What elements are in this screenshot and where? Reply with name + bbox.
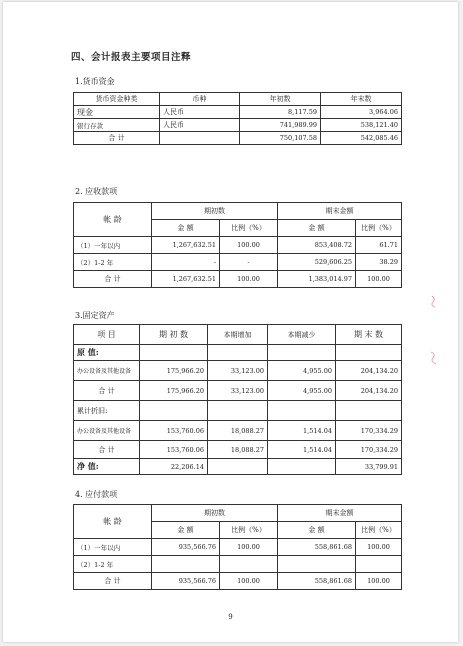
header-cell: 货币资金种类 bbox=[74, 93, 160, 106]
depreciation-label: 累计折旧: bbox=[74, 401, 140, 421]
table-row bbox=[74, 361, 402, 381]
cell: 22,206.14 bbox=[140, 459, 208, 475]
amount-header: 金 额 bbox=[278, 522, 356, 539]
cell: 100.00 bbox=[220, 271, 278, 288]
document-page bbox=[3, 2, 458, 642]
table-header-row bbox=[74, 203, 402, 220]
cell: 1,514.04 bbox=[268, 421, 336, 441]
cell: 204,134.20 bbox=[336, 381, 402, 401]
cell bbox=[152, 556, 220, 573]
header-cell: 年末数 bbox=[321, 93, 402, 106]
ratio-header: 比例（%） bbox=[220, 522, 278, 539]
header-cell: 期 末 数 bbox=[336, 325, 402, 345]
cell: 4,955.00 bbox=[268, 381, 336, 401]
cell: 办公设备及其他设备 bbox=[74, 361, 140, 381]
cell bbox=[140, 345, 208, 361]
cell: 542,085.46 bbox=[321, 132, 402, 145]
cell: 人民币 bbox=[160, 119, 240, 132]
total-label: 合 计 bbox=[74, 132, 160, 145]
table-header-row bbox=[74, 93, 402, 106]
total-label: 合 计 bbox=[74, 381, 140, 401]
header-cell: 币种 bbox=[160, 93, 240, 106]
payables-table bbox=[73, 504, 402, 590]
cell: 204,134.20 bbox=[336, 361, 402, 381]
end-header: 期末金额 bbox=[278, 505, 402, 522]
cell: 18,088.27 bbox=[208, 421, 268, 441]
cell: 153,760.06 bbox=[140, 421, 208, 441]
cell: 100.00 bbox=[356, 271, 402, 288]
total-label: 合 计 bbox=[74, 573, 152, 590]
cell: （2）1-2 年 bbox=[74, 556, 152, 573]
table-total-row bbox=[74, 132, 402, 145]
fixed-assets-table bbox=[73, 324, 402, 475]
cell: 529,606.25 bbox=[278, 254, 356, 271]
margin-mark-icon bbox=[427, 292, 441, 372]
fixed-assets-title: 3.固定资产 bbox=[75, 311, 115, 320]
cash-table bbox=[73, 92, 402, 145]
ratio-header: 比例（%） bbox=[356, 522, 402, 539]
table-row bbox=[74, 421, 402, 441]
net-value-label: 净 值: bbox=[74, 459, 140, 475]
cell: 1,267,632.51 bbox=[152, 237, 220, 254]
table-row bbox=[74, 539, 402, 556]
cell: 741,989.99 bbox=[240, 119, 321, 132]
cell: 175,966.20 bbox=[140, 381, 208, 401]
ratio-header: 比例（%） bbox=[356, 220, 402, 237]
cell: 100.00 bbox=[220, 573, 278, 590]
table-row bbox=[74, 254, 402, 271]
cell: 3,964.06 bbox=[321, 106, 402, 119]
table-total-row bbox=[74, 573, 402, 590]
cell: 100.00 bbox=[220, 237, 278, 254]
group-label-row bbox=[74, 401, 402, 421]
header-cell: 本期增加 bbox=[208, 325, 268, 345]
cell bbox=[268, 401, 336, 421]
cell: 33,123.00 bbox=[208, 381, 268, 401]
table-row bbox=[74, 237, 402, 254]
age-header: 帐 龄 bbox=[74, 505, 152, 539]
begin-header: 期初数 bbox=[152, 505, 278, 522]
cell bbox=[268, 345, 336, 361]
cell bbox=[208, 401, 268, 421]
end-header: 期末金额 bbox=[278, 203, 402, 220]
cell: 1,383,014.97 bbox=[278, 271, 356, 288]
header-cell: 年初数 bbox=[240, 93, 321, 106]
cell: 61.71 bbox=[356, 237, 402, 254]
age-header: 帐 龄 bbox=[74, 203, 152, 237]
cell: 18,088.27 bbox=[208, 441, 268, 459]
cell bbox=[278, 556, 356, 573]
cell: 银行存款 bbox=[74, 119, 160, 132]
table-total-row bbox=[74, 381, 402, 401]
total-label: 合 计 bbox=[74, 271, 152, 288]
cell: 33,123.00 bbox=[208, 361, 268, 381]
cell: （2）1-2 年 bbox=[74, 254, 152, 271]
cell: 170,334.29 bbox=[336, 421, 402, 441]
cell: 100.00 bbox=[220, 539, 278, 556]
cell: 33,799.91 bbox=[336, 459, 402, 475]
cell: 935,566.76 bbox=[152, 573, 220, 590]
table-total-row bbox=[74, 441, 402, 459]
receivables-title: 2. 应收款项 bbox=[75, 187, 118, 196]
receivables-table bbox=[73, 202, 402, 288]
payables-title: 4. 应付款项 bbox=[75, 490, 118, 499]
cell: - bbox=[220, 254, 278, 271]
table-row bbox=[74, 106, 402, 119]
cell: 办公设备及其他设备 bbox=[74, 421, 140, 441]
cell bbox=[208, 345, 268, 361]
page-number: 9 bbox=[228, 613, 233, 621]
amount-header: 金 额 bbox=[152, 522, 220, 539]
ratio-header: 比例（%） bbox=[220, 220, 278, 237]
cell bbox=[268, 459, 336, 475]
section-title: 四、会计报表主要项目注释 bbox=[71, 52, 192, 63]
original-value-label: 原 值: bbox=[74, 345, 140, 361]
table-row bbox=[74, 556, 402, 573]
cell bbox=[336, 345, 402, 361]
cell bbox=[140, 401, 208, 421]
group-label-row bbox=[74, 345, 402, 361]
table-header-row bbox=[74, 325, 402, 345]
cell bbox=[220, 556, 278, 573]
cell: 538,121.40 bbox=[321, 119, 402, 132]
net-value-row bbox=[74, 459, 402, 475]
cell: （1）一年以内 bbox=[74, 539, 152, 556]
cell: 935,566.76 bbox=[152, 539, 220, 556]
cell: 100.00 bbox=[356, 539, 402, 556]
cell: 175,966.20 bbox=[140, 361, 208, 381]
total-label: 合 计 bbox=[74, 441, 140, 459]
header-cell: 期 初 数 bbox=[140, 325, 208, 345]
cell: 853,408.72 bbox=[278, 237, 356, 254]
amount-header: 金 额 bbox=[278, 220, 356, 237]
cell: 153,760.06 bbox=[140, 441, 208, 459]
cell: 558,861.68 bbox=[278, 539, 356, 556]
cell: 8,117.59 bbox=[240, 106, 321, 119]
cell bbox=[160, 132, 240, 145]
cell: - bbox=[152, 254, 220, 271]
cell: 38.29 bbox=[356, 254, 402, 271]
cell: 人民币 bbox=[160, 106, 240, 119]
cash-title: 1.货币资金 bbox=[75, 77, 115, 86]
cell bbox=[336, 401, 402, 421]
table-row bbox=[74, 119, 402, 132]
cell: 4,955.00 bbox=[268, 361, 336, 381]
cell: 1,514.04 bbox=[268, 441, 336, 459]
header-cell: 项 目 bbox=[74, 325, 140, 345]
table-total-row bbox=[74, 271, 402, 288]
table-header-row bbox=[74, 505, 402, 522]
amount-header: 金 额 bbox=[152, 220, 220, 237]
cell: 558,861.68 bbox=[278, 573, 356, 590]
header-cell: 本期减少 bbox=[268, 325, 336, 345]
cell bbox=[208, 459, 268, 475]
cell: 1,267,632.51 bbox=[152, 271, 220, 288]
cell: 100.00 bbox=[356, 573, 402, 590]
cell: 170,334.29 bbox=[336, 441, 402, 459]
cell: 750,107.58 bbox=[240, 132, 321, 145]
cell: （1）一年以内 bbox=[74, 237, 152, 254]
begin-header: 期初数 bbox=[152, 203, 278, 220]
cell: 现金 bbox=[74, 106, 160, 119]
cell bbox=[356, 556, 402, 573]
